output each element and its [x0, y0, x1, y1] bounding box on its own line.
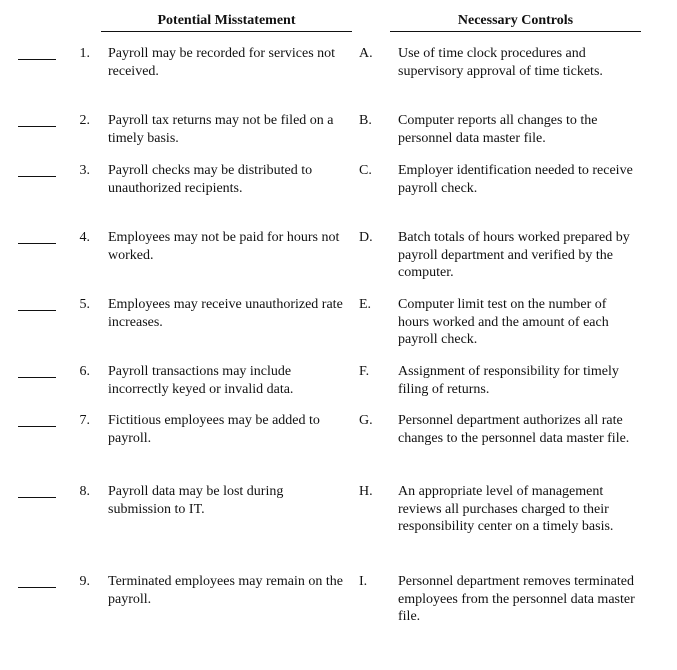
- control-text: Use of time clock procedures and supervisory approval of time tickets.: [398, 46, 603, 79]
- misstatement-text: Employees may not be paid for hours not worked.: [108, 230, 340, 263]
- item-number: 3.: [79, 163, 90, 178]
- control-letter: D.: [359, 230, 373, 245]
- control-text: Personnel department authorizes all rate changes to the personnel data master file.: [398, 413, 630, 446]
- item-number: 8.: [79, 484, 90, 499]
- control-text: Employer identification needed to receive payroll check.: [398, 163, 633, 196]
- control-letter: G.: [359, 413, 373, 428]
- answer-blank[interactable]: [18, 310, 56, 311]
- answer-blank[interactable]: [18, 126, 56, 127]
- answer-blank[interactable]: [18, 243, 56, 244]
- control-text: Assignment of responsibility for timely filing of returns.: [398, 364, 619, 397]
- item-number: 2.: [79, 113, 90, 128]
- control-letter: H.: [359, 484, 373, 499]
- control-letter: I.: [359, 574, 368, 589]
- misstatement-text: Payroll may be recorded for services not received.: [108, 46, 336, 79]
- item-number: 9.: [79, 574, 90, 589]
- misstatement-text: Payroll transactions may include incorrectly keyed or invalid data.: [108, 364, 294, 397]
- controls-header: Necessary Controls: [390, 12, 641, 32]
- control-text: Personnel department removes terminated employees from the personnel data master file.: [398, 574, 635, 624]
- misstatement-text: Terminated employees may remain on the payroll.: [108, 574, 343, 607]
- item-number: 6.: [79, 364, 90, 379]
- misstatement-text: Payroll checks may be distributed to unauthorized recipients.: [108, 163, 313, 196]
- control-text: Computer reports all changes to the personnel data master file.: [398, 113, 598, 146]
- control-letter: F.: [359, 364, 370, 379]
- answer-blank[interactable]: [18, 176, 56, 177]
- answer-blank[interactable]: [18, 587, 56, 588]
- control-letter: C.: [359, 163, 372, 178]
- answer-blank[interactable]: [18, 377, 56, 378]
- answer-blank[interactable]: [18, 497, 56, 498]
- control-letter: B.: [359, 113, 372, 128]
- misstatement-header: Potential Misstatement: [101, 12, 352, 32]
- answer-blank[interactable]: [18, 426, 56, 427]
- misstatement-text: Payroll data may be lost during submission to IT.: [108, 484, 284, 517]
- answer-blank[interactable]: [18, 59, 56, 60]
- item-number: 5.: [79, 297, 90, 312]
- misstatement-text: Payroll tax returns may not be filed on a timely basis.: [108, 113, 334, 146]
- control-text: Computer limit test on the number of hours worked and the amount of each payroll check.: [398, 297, 609, 347]
- item-number: 7.: [79, 413, 90, 428]
- control-letter: A.: [359, 46, 373, 61]
- control-text: Batch totals of hours worked prepared by payroll department and verified by the computer.: [398, 230, 630, 280]
- control-text: An appropriate level of management reviews all purchases charged to their responsibility center on a timely basis.: [398, 484, 614, 534]
- control-letter: E.: [359, 297, 372, 312]
- item-number: 4.: [79, 230, 90, 245]
- item-number: 1.: [79, 46, 90, 61]
- misstatement-text: Fictitious employees may be added to payroll.: [108, 413, 320, 446]
- misstatement-text: Employees may receive unauthorized rate increases.: [108, 297, 343, 330]
